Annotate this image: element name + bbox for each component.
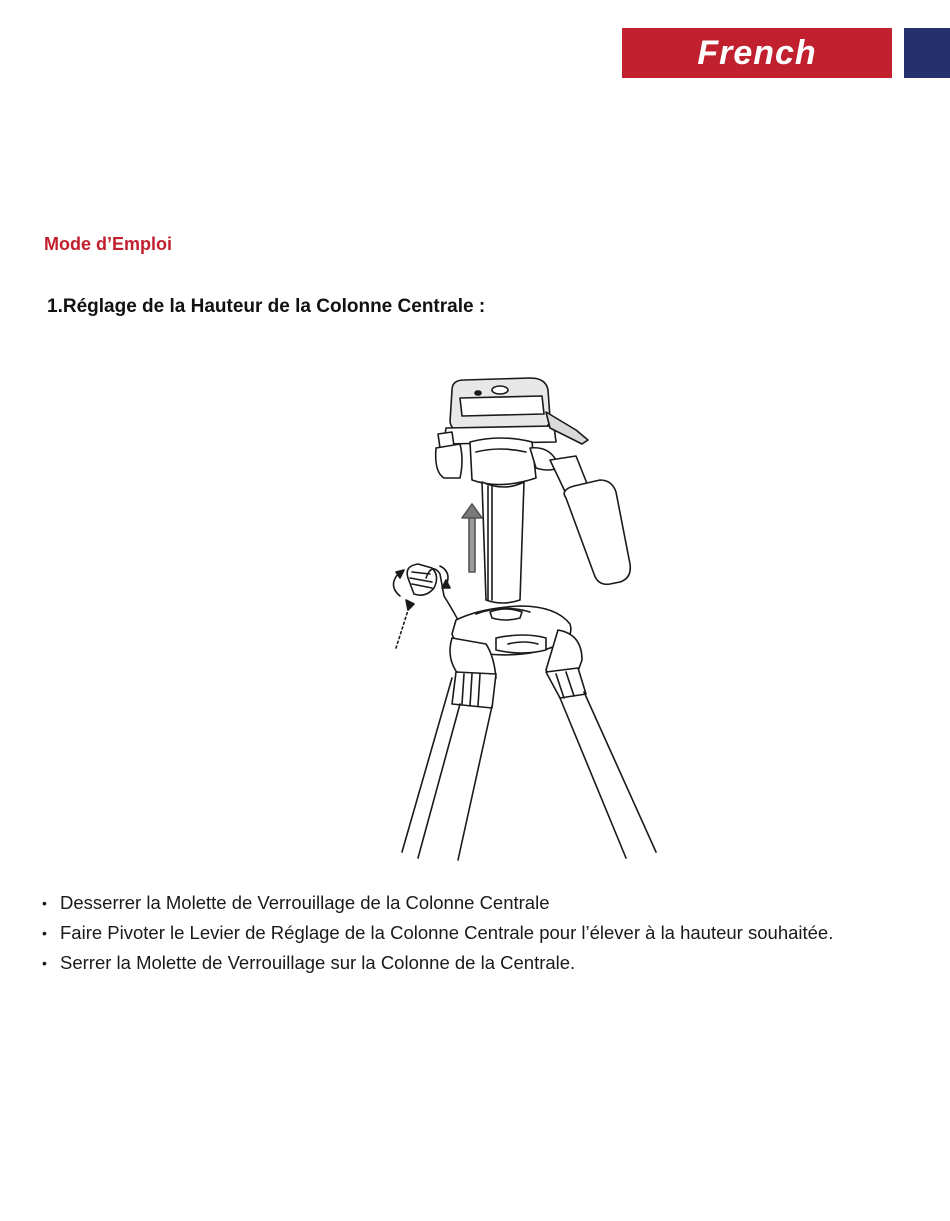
tripod-legs-icon bbox=[402, 668, 656, 860]
lock-knob-icon bbox=[407, 564, 460, 624]
pan-handle-icon bbox=[550, 456, 630, 584]
language-label: French bbox=[697, 33, 817, 72]
language-tab bbox=[622, 28, 892, 78]
section-title: Mode d’Emploi bbox=[44, 234, 172, 254]
list-item: • Faire Pivoter le Levier de Réglage de la Colonne Centrale pour l’élever à la hauteur souhaitée. bbox=[40, 918, 833, 948]
up-arrow-icon bbox=[462, 504, 482, 572]
chapter-edge-tab bbox=[904, 28, 950, 78]
list-item: • Serrer la Molette de Verrouillage sur la Colonne de la Centrale. bbox=[40, 948, 833, 978]
list-item: • Desserrer la Molette de Verrouillage de la Colonne Centrale bbox=[40, 888, 833, 918]
center-column-icon bbox=[482, 482, 524, 603]
tripod-illustration bbox=[360, 368, 680, 862]
step-heading: 1.Réglage de la Hauteur de la Colonne Centrale : bbox=[47, 296, 486, 317]
instruction-list bbox=[40, 888, 833, 978]
